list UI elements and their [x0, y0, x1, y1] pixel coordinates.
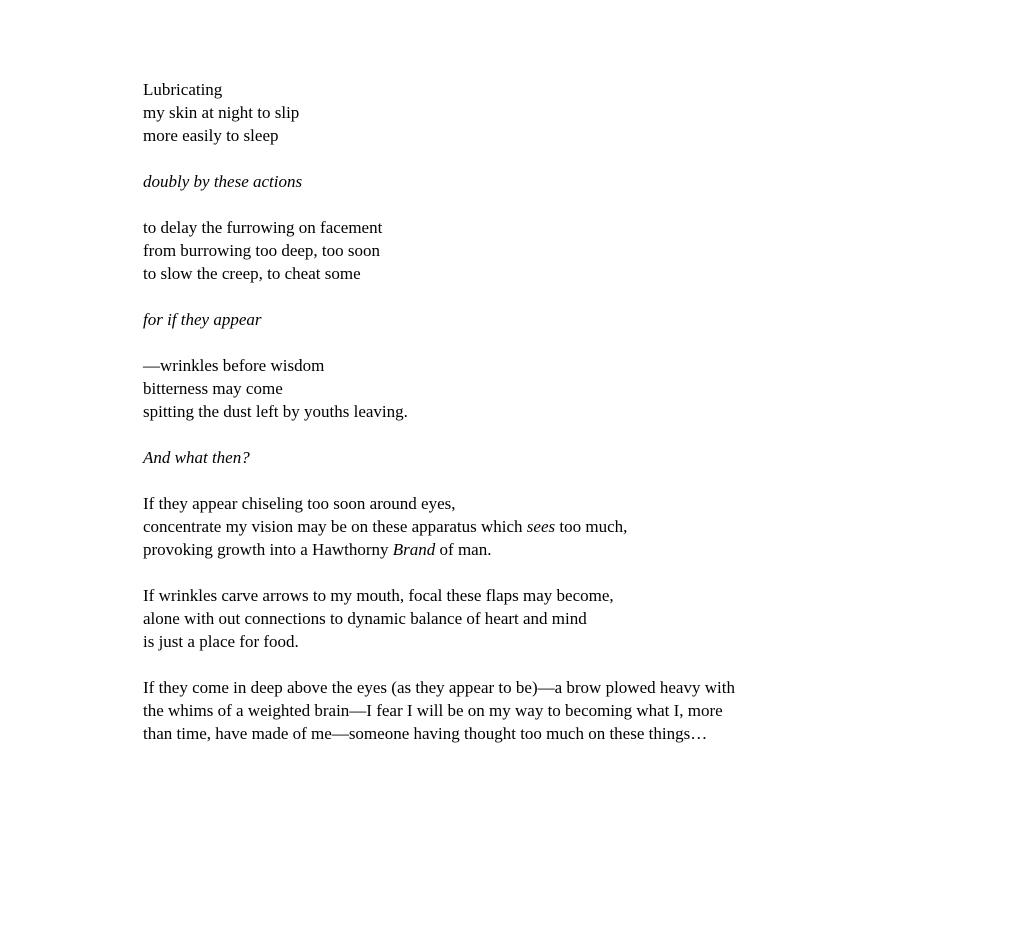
poem-line: [143, 515, 735, 538]
poem-line: [143, 492, 735, 515]
stanza: [143, 216, 735, 285]
stanza: [143, 354, 735, 423]
poem-text: is just a place for food.: [143, 632, 299, 651]
stanza: [143, 492, 735, 561]
poem-line: [143, 722, 735, 745]
poem-text: provoking growth into a Hawthorny: [143, 540, 393, 559]
poem-line: [143, 584, 735, 607]
poem-text: alone with out connections to dynamic balance of heart and mind: [143, 609, 587, 628]
poem-line: [143, 78, 735, 101]
poem-text: my skin at night to slip: [143, 103, 300, 122]
poem-line: [143, 308, 735, 331]
poem-text: If they appear chiseling too soon around eyes,: [143, 494, 456, 513]
poem-text: Lubricating: [143, 80, 223, 99]
stanza: [143, 170, 735, 193]
stanza: [143, 676, 735, 745]
poem-line: [143, 239, 735, 262]
poem-text: too much,: [555, 517, 628, 536]
poem-line: [143, 676, 735, 699]
poem-text: concentrate my vision may be on these apparatus which: [143, 517, 527, 536]
poem-line: [143, 354, 735, 377]
poem-line: [143, 170, 735, 193]
poem-text: to delay the furrowing on facement: [143, 218, 383, 237]
poem-text-italic: Brand: [392, 540, 436, 559]
poem-text-italic: sees: [526, 517, 556, 536]
poem-text: If wrinkles carve arrows to my mouth, focal these flaps may become,: [143, 586, 614, 605]
stanza: [143, 584, 735, 653]
poem-text: to slow the creep, to cheat some: [143, 264, 361, 283]
stanza: [143, 78, 735, 147]
poem-line: [143, 607, 735, 630]
poem-line: [143, 538, 735, 561]
poem-line: [143, 446, 735, 469]
poem-line: [143, 124, 735, 147]
poem-text: more easily to sleep: [143, 126, 279, 145]
poem-line: [143, 400, 735, 423]
poem-text: from burrowing too deep, too soon: [143, 241, 381, 260]
poem-text: If they come in deep above the eyes (as they appear to be)—a brow plowed heavy with: [143, 678, 735, 697]
stanza: [143, 446, 735, 469]
poem-line: [143, 262, 735, 285]
poem-line: [143, 377, 735, 400]
poem-line: [143, 699, 735, 722]
poem-text: spitting the dust left by youths leaving.: [143, 402, 408, 421]
poem-text: bitterness may come: [143, 379, 283, 398]
poem-text-italic: And what then?: [143, 448, 250, 467]
poem-line: [143, 216, 735, 239]
poem-text: than time, have made of me—someone having thought too much on these things…: [143, 724, 708, 743]
poem-line: [143, 101, 735, 124]
poem: [143, 78, 735, 745]
poem-text-italic: doubly by these actions: [143, 172, 303, 191]
poem-line: [143, 630, 735, 653]
poem-text-italic: for if they appear: [143, 310, 262, 329]
stanza: [143, 308, 735, 331]
poem-text: —wrinkles before wisdom: [143, 356, 325, 375]
poem-text: the whims of a weighted brain—I fear I will be on my way to becoming what I, more: [143, 701, 723, 720]
poem-text: of man.: [435, 540, 492, 559]
